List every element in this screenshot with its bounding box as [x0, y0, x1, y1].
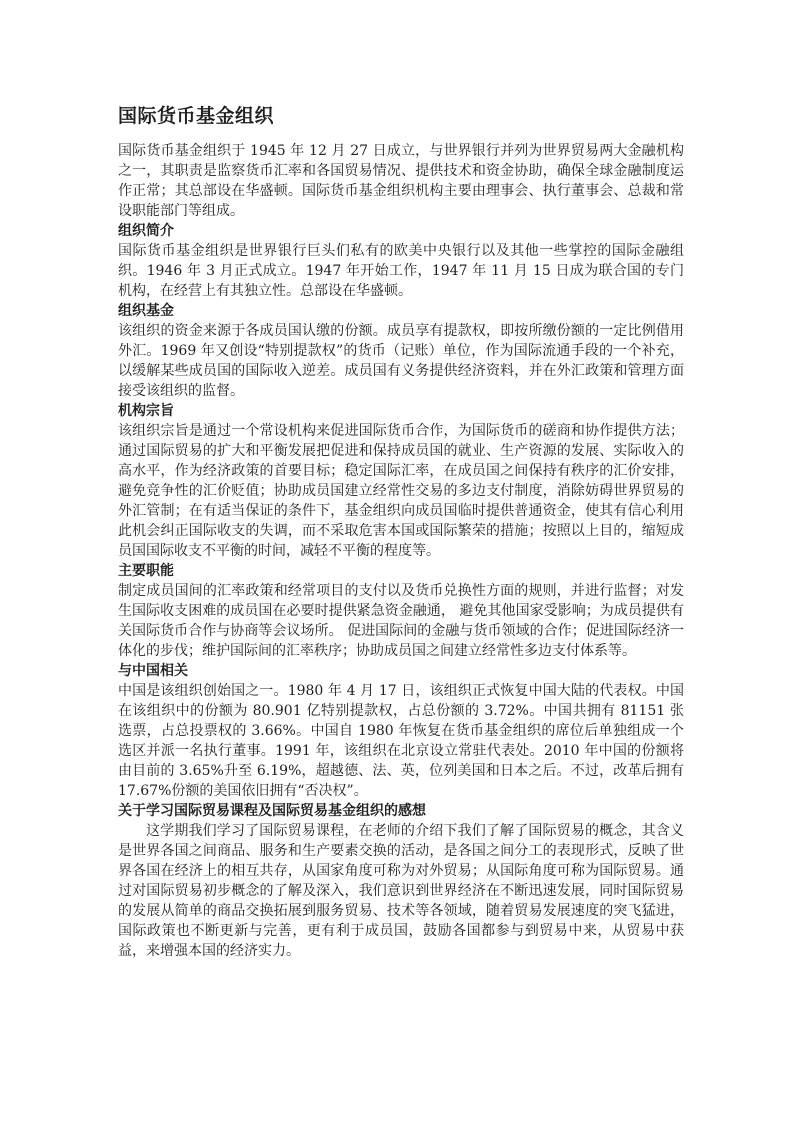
section-body-organization-profile: 国际货币基金组织是世界银行巨头们私有的欧美中央银行以及其他一些掌控的国际金融组织。1946 年 3 月正式成立。1947 年开始工作，1947 年 11 月 15 日成为联合国的专门机构，在经营上有其独立性。总部设在华盛顿。: [118, 243, 684, 299]
document-title: 国际货币基金组织: [118, 105, 275, 127]
section-china-related: [118, 661, 684, 801]
section-body-institution-purpose: 该组织宗旨是通过一个常设机构来促进国际货币合作，为国际货币的磋商和协作提供方法；通过国际贸易的扩大和平衡发展把促进和保持成员国的就业、生产资源的发展、实际收入的高水平，作为经济政策的首要目标；稳定国际汇率，在成员国之间保持有秩序的汇价安排，避免竞争性的汇价贬值；协助成员国建立经常性交易的多边支付制度，消除妨碍世界贸易的外汇管制；在有适当保证的条件下，基金组织向成员国临时提供普通资金，使其有信心利用此机会纠正国际收支的失调，而不采取危害本国或国际繁荣的措施；按照以上目的，缩短成员国国际收支不平衡的时间，减轻不平衡的程度等。: [118, 423, 684, 559]
section-heading-organization-profile: 组织简介: [118, 223, 174, 239]
section-organization-profile: [118, 221, 684, 301]
section-heading-main-functions: 主要职能: [118, 563, 174, 579]
intro-paragraph: 国际货币基金组织于 1945 年 12 月 27 日成立，与世界银行并列为世界贸易两大金融机构之一，其职责是监察货币汇率和各国贸易情况、提供技术和资金协助，确保全球金融制度运作正常；其总部设在华盛顿。国际货币基金组织机构主要由理事会、执行董事会、总裁和常设职能部门等组成。: [118, 143, 684, 219]
section-body-main-functions: 制定成员国间的汇率政策和经常项目的支付以及货币兑换性方面的规则，并进行监督；对发生国际收支困难的成员国在必要时提供紧急资金融通， 避免其他国家受影响；为成员提供有关国际货币合作与协商等会议场所。 促进国际间的金融与货币领域的合作；促进国际经济一体化的步伐；维护国际间的汇率秩序；协助成员国之间建立经常性多边支付体系等。: [118, 583, 684, 659]
section-heading-course-reflection: 关于学习国际贸易课程及国际贸易基金组织的感想: [118, 803, 426, 819]
section-heading-organization-fund: 组织基金: [118, 303, 174, 319]
section-organization-fund: [118, 301, 684, 401]
section-heading-institution-purpose: 机构宗旨: [118, 403, 174, 419]
section-body-course-reflection: 这学期我们学习了国际贸易课程，在老师的介绍下我们了解了国际贸易的概念，其含义是世界各国之间商品、服务和生产要素交换的活动，是各国之间分工的表现形式，反映了世界各国在经济上的相互共存，从国家角度可称为对外贸易；从国际角度可称为国际贸易。通过对国际贸易初步概念的了解及深入，我们意识到世界经济在不断迅速发展，同时国际贸易的发展从简单的商品交换拓展到服务贸易、技术等各领域，随着贸易发展速度的突飞猛进，国际政策也不断更新与完善，更有利于成员国，鼓励各国都参与到贸易中来，从贸易中获益，来增强本国的经济实力。: [118, 823, 684, 959]
section-course-reflection: [118, 801, 684, 961]
section-institution-purpose: [118, 401, 684, 561]
section-heading-china-related: 与中国相关: [118, 663, 188, 679]
section-body-china-related: 中国是该组织创始国之一。1980 年 4 月 17 日，该组织正式恢复中国大陆的代表权。中国在该组织中的份额为 80.901 亿特别提款权，占总份额的 3.72%。中国共拥有 81151 张选票，占总投票权的 3.66%。中国自 1980 年恢复在货币基金组织的席位后单独组成一个选区并派一名执行董事。1991 年，该组织在北京设立常驻代表处。2010 年中国的份额将由目前的 3.65%升至 6.19%，超越德、法、英，位列美国和日本之后。不过，改革后拥有 17.67%份额的美国依旧拥有“否决权”。: [118, 683, 684, 799]
section-body-organization-fund: 该组织的资金来源于各成员国认缴的份额。成员享有提款权，即按所缴份额的一定比例借用外汇。1969 年又创设“特别提款权”的货币（记账）单位，作为国际流通手段的一个补充，以缓解某些成员国的国际收入逆差。成员国有义务提供经济资料，并在外汇政策和管理方面接受该组织的监督。: [118, 323, 684, 399]
section-main-functions: [118, 561, 684, 661]
